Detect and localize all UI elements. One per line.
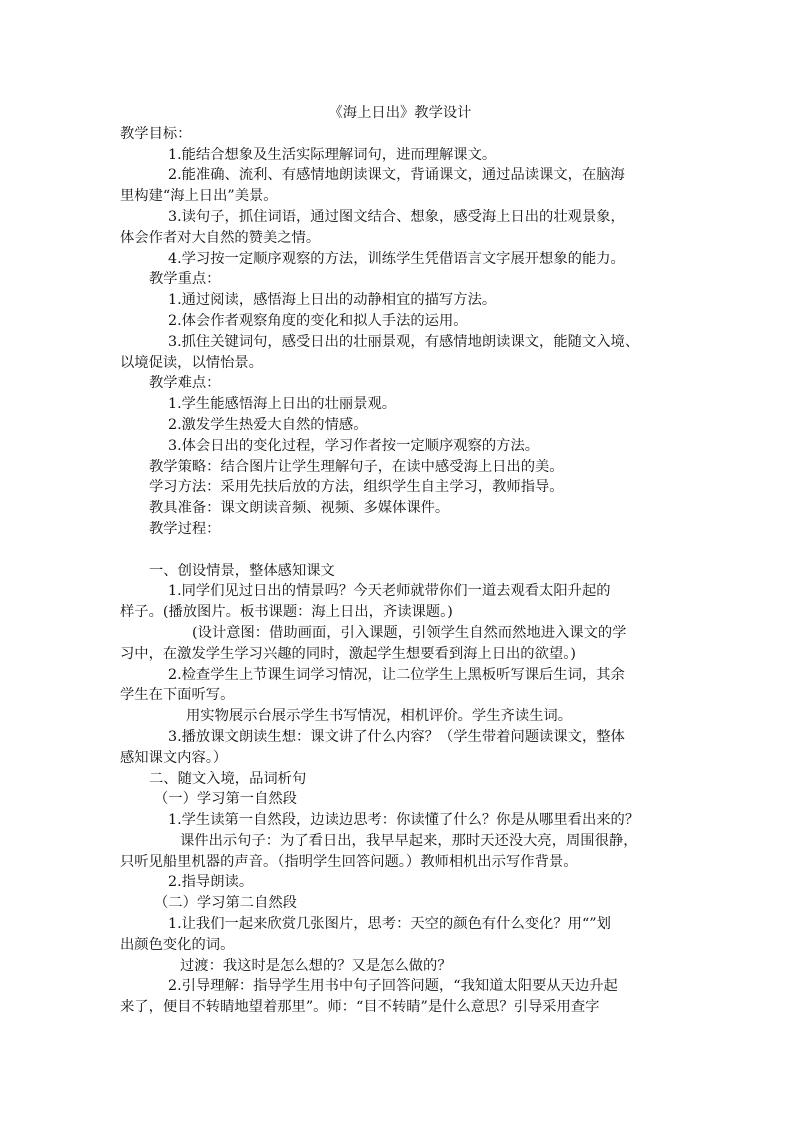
text-line: 1.学生能感悟海上日出的壮丽景观。: [168, 396, 397, 413]
document-body: [120, 103, 680, 1018]
section-heading: 二、随文入境，品词析句: [149, 770, 307, 787]
heading-key-points: 教学重点：: [149, 271, 221, 288]
text-line: 2.体会作者观察角度的变化和拟人手法的运用。: [168, 312, 468, 329]
text-line: 出颜色变化的词。: [120, 936, 235, 953]
text-line: 只听见船里机器的声音。（指明学生回答问题。）教师相机出示写作背景。: [120, 853, 578, 870]
text-line: 里构建“海上日出”美景。: [120, 188, 278, 205]
page-title: 《海上日出》教学设计: [328, 105, 472, 121]
text-line: 用实物展示台展示学生书写情况，相机评价。学生齐读生词。: [186, 708, 573, 725]
text-line: 感知课文内容。）: [120, 749, 228, 766]
text-line: 2.能准确、流利、有感情地朗读课文，背诵课文，通过品读课文，在脑海: [168, 167, 625, 184]
text-line: 1.通过阅读，感悟海上日出的动静相宜的描写方法。: [168, 292, 497, 309]
subsection-heading: （二）学习第二自然段: [154, 895, 297, 912]
heading-difficulties: 教学难点：: [149, 375, 221, 392]
text-line: 过渡：我这时是怎么想的？又是怎么做的？: [180, 957, 452, 974]
text-line: 3.播放课文朗读生想：课文讲了什么内容？（学生带着问题读课文，整体: [168, 728, 625, 745]
text-line: 3.读句子，抓住词语，通过图文结合、想象，感受海上日出的壮观景象，: [168, 208, 625, 225]
section-heading: 一、创设情景，整体感知课文: [149, 562, 335, 579]
blank-line: [120, 540, 680, 561]
text-line: 课件出示句子：为了看日出，我早早起来，那时天还没大亮，周围很静，: [180, 832, 638, 849]
text-line: 2.引导理解：指导学生用书中句子回答问题，“我知道太阳要从天边升起: [168, 978, 618, 995]
text-strategy: 教学策略：结合图片让学生理解句子，在读中感受海上日出的美。: [149, 458, 564, 475]
text-line: 3.体会日出的变化过程，学习作者按一定顺序观察的方法。: [168, 437, 540, 454]
text-line: 1.学生读第一自然段，边读边思考：你读懂了什么？你是从哪里看出来的？: [168, 812, 640, 829]
text-line: 4.学习按一定顺序观察的方法，训练学生凭借语言文字展开想象的能力。: [168, 250, 625, 267]
text-line: 1.让我们一起来欣赏几张图片，思考：天空的颜色有什么变化？用“”划: [168, 916, 611, 933]
text-line: 1.同学们见过日出的情景吗？今天老师就带你们一道去观看太阳升起的: [168, 583, 611, 600]
text-line: 体会作者对大自然的赞美之情。: [120, 229, 321, 246]
heading-teaching-goals: 教学目标：: [120, 125, 192, 142]
text-line: 2.指导朗读。: [168, 874, 254, 891]
text-materials: 教具准备：课文朗读音频、视频、多媒体课件。: [149, 500, 450, 517]
text-line: 1.能结合想象及生活实际理解词句，进而理解课文。: [168, 146, 497, 163]
text-learning-method: 学习方法：采用先扶后放的方法，组织学生自主学习，教师指导。: [149, 479, 564, 496]
subsection-heading: （一）学习第一自然段: [154, 791, 297, 808]
text-line: 来了，便目不转睛地望着那里”。师：“目不转睛”是什么意思？引导采用查字: [120, 999, 600, 1016]
text-line: 2.激发学生热爱大自然的情感。: [168, 416, 368, 433]
text-line: 样子。(播放图片。板书课题：海上日出，齐读课题。): [120, 604, 453, 621]
text-line: 3.抓住关键词句，感受日出的壮丽景观，有感情地朗读课文，能随文入境、: [168, 333, 640, 350]
heading-process: 教学过程：: [149, 520, 221, 537]
text-line: 以境促读，以情怡景。: [120, 354, 263, 371]
text-line: 2.检查学生上节课生词学习情况，让二位学生上黑板听写课后生词，其余: [168, 666, 625, 683]
text-line: (设计意图：借助画面，引入课题，引领学生自然而然地进入课文的学: [192, 624, 627, 641]
text-line: 学生在下面听写。: [120, 687, 235, 704]
text-line: 习中，在激发学生学习兴趣的同时，激起学生想要看到海上日出的欲望。): [120, 645, 576, 662]
